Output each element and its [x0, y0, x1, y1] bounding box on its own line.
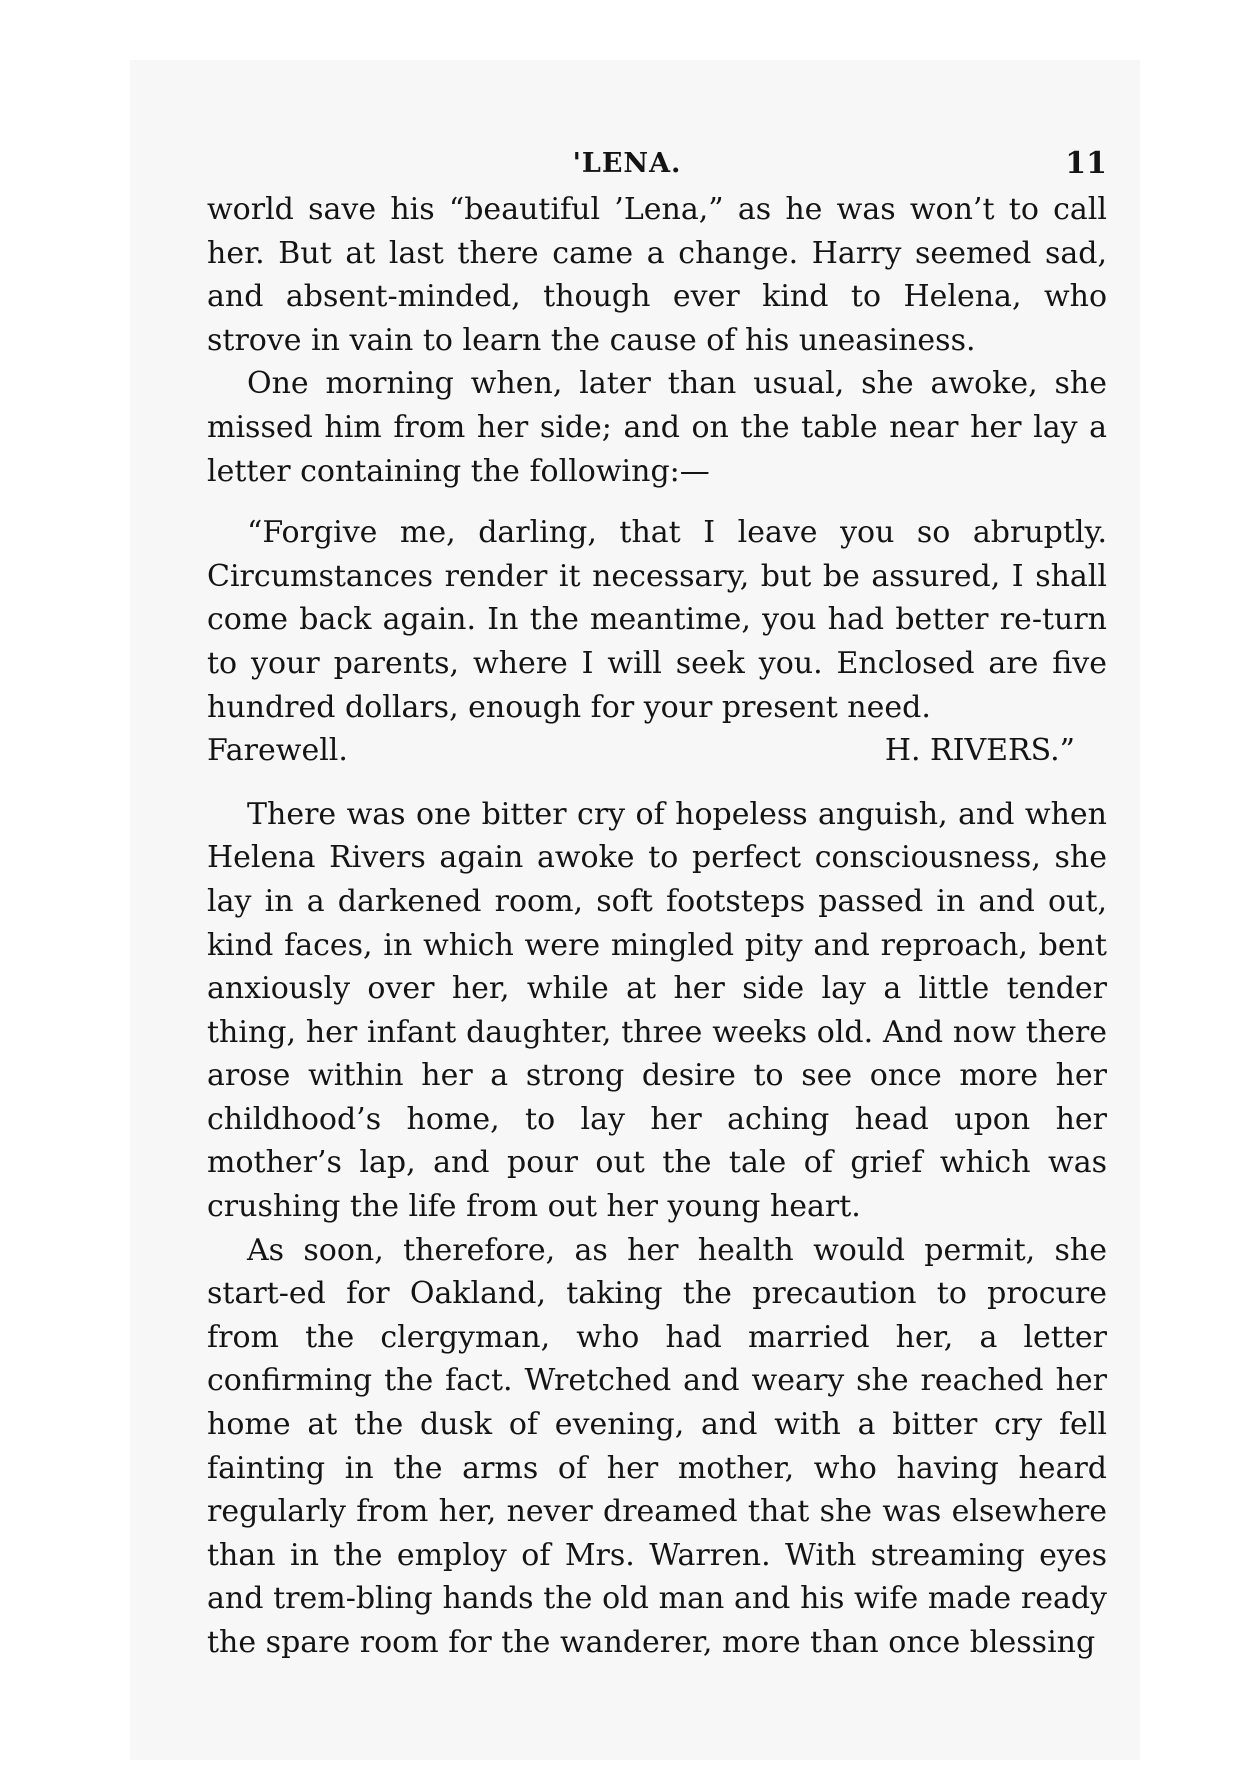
- letter-block: [207, 511, 1107, 773]
- section-gap: [207, 773, 1107, 793]
- letter-closing: Farewell.: [207, 733, 348, 769]
- page-header: [207, 140, 1107, 188]
- letter-body: “Forgive me, darling, that I leave you so abruptly. Circumstances render it necessary, but be assured, I shall come back again. In the meantime, you had better re-turn to your parents, where I will seek you. Enclosed are five hundred dollars, enough for your present need.: [207, 515, 1107, 725]
- paragraph-2: One morning when, later than usual, she awoke, she missed him from her side; and on the table near her lay a letter containing the following:—: [207, 366, 1107, 489]
- body-text: [207, 188, 1107, 1665]
- running-title: 'LENA.: [572, 148, 682, 179]
- paragraph-3: There was one bitter cry of hopeless anguish, and when Helena Rivers again awoke to perfect consciousness, she lay in a darkened room, soft footsteps passed in and out, kind faces, in which were mingled pity and reproach, bent anxiously over her, while at her side lay a little tender thing, her infant daughter, three weeks old. And now there arose within her a strong desire to see once more her childhood’s home, to lay her aching head upon her mother’s lap, and pour out the tale of grief which was crushing the life from out her young heart.: [207, 796, 1107, 1225]
- signature-initial: H. R: [884, 733, 953, 769]
- letter-signature: [885, 729, 1075, 773]
- book-page: [207, 140, 1107, 1665]
- paragraph-4: As soon, therefore, as her health would permit, she start-ed for Oakland, taking the precaution to procure from the clergyman, who had married her, a letter confirming the fact. Wretched and weary she reached her home at the dusk of evening, and with a bitter cry fell fainting in the arms of her mother, who having heard regularly from her, never dreamed that she was elsewhere than in the employ of Mrs. Warren. With streaming eyes and trem-bling hands the old man and his wife made ready the spare room for the wanderer, more than once blessing: [207, 1232, 1107, 1660]
- signature-rest: IVERS.”: [952, 733, 1075, 769]
- letter-signoff: [207, 729, 1107, 773]
- page-number: 11: [1065, 146, 1107, 181]
- paragraph-1: world save his “beautiful ’Lena,” as he was won’t to call her. But at last there came a change. Harry seemed sad, and absent-minded, though ever kind to Helena, who strove in vain to learn the cause of his uneasiness.: [207, 192, 1107, 358]
